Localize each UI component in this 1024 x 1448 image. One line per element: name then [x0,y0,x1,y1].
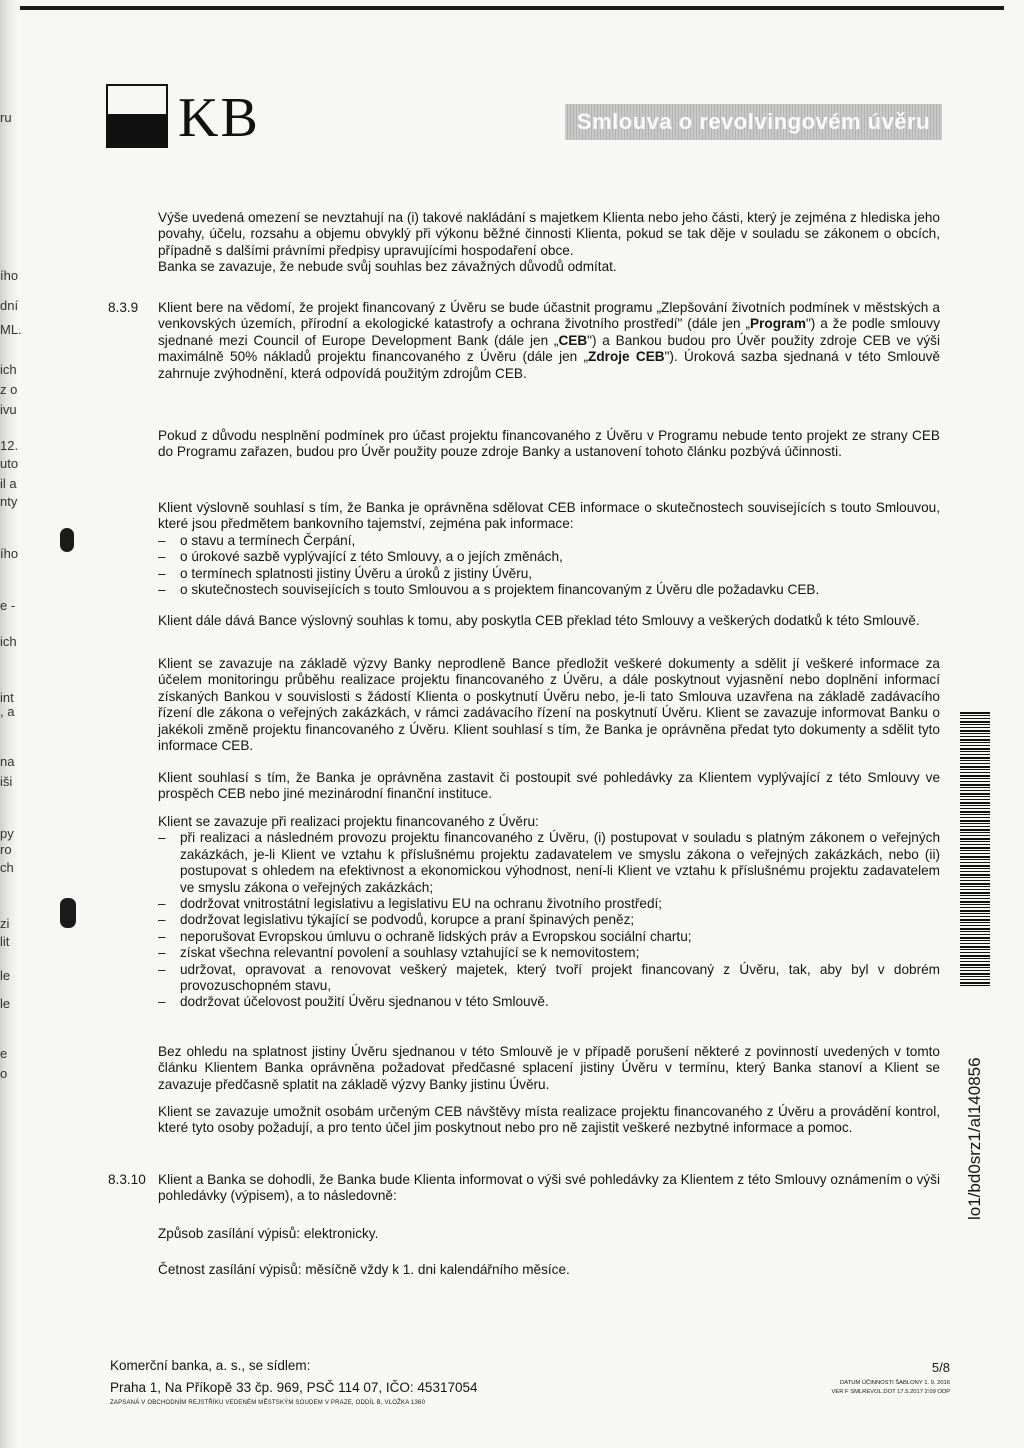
list-item: – dodržovat legislativu týkající se podvodů, korupce a praní špinavých peněz; [158,912,940,928]
paragraph-8310: Klient a Banka se dohodli, že Banka bude Klienta informovat o výši své pohledávky za Klientem z této Smlouvy oznámením o výši pohledávky (výpisem), a to následovně: [158,1172,940,1204]
barcode-icon [960,712,990,988]
punch-hole [60,528,74,552]
vertical-code-text: lo1/bd0srz1/al140856 [965,1057,984,1220]
edge-fragment: ro [0,842,12,857]
edge-fragment: ML. [0,322,22,337]
list-item: – získat všechna relevantní povolení a souhlasy vztahující se k nemovitostem; [158,945,940,961]
list-item: – neporušovat Evropskou úmluvu o ochraně lidských práv a Evropskou sociální chartu; [158,929,940,945]
edge-fragment: ich [0,362,17,377]
list-item: – při realizaci a následném provozu projektu financovaného z Úvěru, (i) postupovat v souladu s platným zákonem o veřejných zakázkách, je-li Klient ve vztahu k příslušnému projektu zadavatelem ve smyslu zákona o veřejných zakázkách, nebo (ii) postupovat s ohledem na efektivnost a ekonomickou výhodnost, není-li Klient ve vztahu k příslušnému projektu zadavatelem ve smyslu zákona o veřejných zakázkách; [158,830,940,896]
edge-fragment: iši [0,774,13,789]
logo-text: KB [178,87,260,149]
paragraph-realizace [158,814,940,1011]
edge-fragment: na [0,754,15,769]
edge-fragment: le [0,996,11,1011]
document-title: Smlouva o revolvingovém úvěru [576,109,931,134]
edge-fragment: uto [0,456,19,471]
page-number: 5/8 [931,1360,950,1375]
list-item: – dodržovat vnitrostátní legislativu a legislativu EU na ochranu životního prostředí; [158,896,940,912]
paragraph-preklad: Klient dále dává Bance výslovný souhlas k tomu, aby poskytla CEB překlad této Smlouvy a veškerých dodatků k této Smlouvě. [158,613,920,628]
paragraph-zpusob: Způsob zasílání výpisů: elektronicky. [158,1226,379,1241]
list-item: – udržovat, opravovat a renovovat veškerý majetek, který tvoří projekt financovaný z Úvěru, tak, aby byl v dobrém provozuschopném stavu, [158,962,940,995]
edge-fragment: py [0,826,14,841]
edge-fragment: lit [0,934,10,949]
edge-fragment: zi [0,916,10,931]
edge-fragment: ch [0,860,14,875]
punch-hole [60,898,76,928]
edge-fragment: 12. [0,438,19,453]
paragraph-pokud: Pokud z důvodu nesplnění podmínek pro účast projektu financovaného z Úvěru v Programu nebude tento projekt ze strany CEB do Programu zařazen, budou pro Úvěr použity pouze zdroje Banky a ustanovení tohoto článku pozbývá účinnosti. [158,428,940,460]
edge-fragment: e - [0,598,16,613]
footer-meta [832,1360,950,1397]
document-title-band [565,104,942,140]
edge-fragment: dní [0,298,19,313]
section-number-8310: 8.3.10 [108,1172,146,1187]
scan-top-line [20,6,1004,10]
edge-fragment: z o [0,382,18,397]
section-number-839: 8.3.9 [108,300,139,315]
paragraph-839: Klient bere na vědomí, že projekt financovaný z Úvěru se bude účastnit programu „Zlepšování životních podmínek v městských a venkovských územích, přírodní a ekologické katastrofy a ochrana životního prostředí" (dále jen „Program") a že podle smlouvy sjednané mezi Council of Europe Development Bank (dále jen „CEB") a Bankou budou pro Úvěr použity zdroje CEB ve výši maximálně 50% nákladů projektu financovaného z Úvěru (dále jen „Zdroje CEB"). Úroková sazba sjednaná v této Smlouvě zahrnuje zvýhodnění, která odpovídá použitým zdrojům CEB. [158,300,941,381]
paragraph-navstevy: Klient se zavazuje umožnit osobám určeným CEB návštěvy místa realizace projektu financovaného z Úvěru a provádění kontrol, které tyto osoby požadují, a pro tento účel jim poskytnout nebo pro ně zajistit veškeré nezbytné informace a pomoc. [158,1104,940,1136]
list-item: – dodržovat účelovost použití Úvěru sjednanou v této Smlouvě. [158,994,940,1010]
edge-fragment: ich [0,634,17,649]
edge-fragment: int [0,690,14,705]
edge-fragment: nty [0,494,18,509]
paragraph-intro-commitment: Banka se zavazuje, že nebude svůj souhlas bez závažných důvodů odmítat. [158,259,617,275]
edge-fragment: ího [0,268,19,283]
footer-company [110,1355,478,1407]
paragraph-dokumenty: Klient se zavazuje na základě výzvy Banky neprodleně Bance předložit veškeré dokumenty a sdělit jí veškeré informace za účelem monitoringu průběhu realizace projektu financovaného z Úvěru, a dále poskytnout vyjasnění nebo doplnění informací získaných Bankou v souvislosti s žádostí Klienta o poskytnutí Úvěru nebo, je-li tato Smlouva uzavřena na základě zadávacího řízení dle zákona o veřejných zakázkách, v rámci zadávacího řízení na poskytnutí Úvěru. Klient se zavazuje informovat Banku o jakékoli změně projektu financovaného z Úvěru. Klient souhlasí s tím, že Banka je oprávněna předat tyto dokumenty a sdělit tyto informace CEB. [158,656,940,754]
edge-fragment: ru [0,110,12,125]
edge-fragment: ivu [0,402,17,417]
template-effective-date: DATUM ÚČINNOSTI ŠABLONY 1. 9. 2016 [840,1380,950,1386]
paragraph-cetnost: Četnost zasílání výpisů: měsíčně vždy k 1. dni kalendářního měsíce. [158,1262,570,1277]
edge-fragment: , a [0,704,15,719]
footer-registry: ZAPSANÁ V OBCHODNÍM REJSTŘÍKU VEDENÉM MĚSTSKÝM SOUDEM V PRAZE, ODDÍL B, VLOŽKA 1360 [110,1400,426,1406]
paragraph-realizace-text: Klient se zavazuje při realizaci projektu financovaného z Úvěru: [158,814,539,829]
paragraph-bez-ohledu: Bez ohledu na splatnost jistiny Úvěru sjednanou v této Smlouvě je v případě porušení některé z povinností uvedených v tomto článku Klientem Banka oprávněna požadovat předčasné splacení jistiny Úvěru v termínu, který Banka stanoví a Klient se zavazuje předčasně splatit na základě výzvy Banky jistinu Úvěru. [158,1044,940,1092]
footer-company-name: Komerční banka, a. s., se sídlem: [110,1358,311,1373]
paragraph-intro [158,210,940,276]
paragraph-zastavit: Klient souhlasí s tím, že Banka je oprávněna zastavit či postoupit své pohledávky za Klientem vyplývající z této Smlouvy ve prospěch CEB nebo jiné mezinárodní finanční instituce. [158,770,940,802]
list-realizace [158,830,940,1010]
edge-fragment: e [0,1046,8,1061]
edge-fragment: o [0,1066,8,1081]
kb-logo-icon [106,84,168,148]
paragraph-souhlas-informace [158,500,940,598]
list-item: – o skutečnostech souvisejících s touto Smlouvou a s projektem financovaným z Úvěru dle požadavku CEB. [158,582,940,598]
list-informace [158,533,940,599]
adjacent-page-edge [0,0,18,1448]
list-item: – o termínech splatnosti jistiny Úvěru a úroků z jistiny Úvěru, [158,566,940,582]
edge-fragment: il a [0,476,17,491]
list-item: – o úrokové sazbě vyplývající z této Smlouvy, a o jejích změnách, [158,549,940,565]
paragraph-intro-text: Výše uvedená omezení se nevztahují na (i) takové nakládání s majetkem Klienta nebo jeho části, který je zejména z hlediska jeho povahy, účelu, rozsahu a objemu obvyklý při výkonu běžné činnosti Klienta, pokud se tak děje v souladu se zákonem o obcích, případně s dalšími právními předpisy upravujícími hospodaření obce. [158,210,940,258]
list-item: – o stavu a termínech Čerpání, [158,533,940,549]
template-version: VER F SMLREVOL.DOT 17.5.2017 2:09 ODP [831,1389,950,1395]
footer-address: Praha 1, Na Příkopě 33 čp. 969, PSČ 114 07, IČO: 45317054 [110,1380,478,1395]
edge-fragment: ího [0,546,19,561]
paragraph-souhlas-text: Klient výslovně souhlasí s tím, že Banka je oprávněna sdělovat CEB informace o skutečnostech souvisejících s touto Smlouvou, které jsou předmětem bankovního tajemství, zejména pak informace: [158,500,940,532]
edge-fragment: le [0,968,11,983]
